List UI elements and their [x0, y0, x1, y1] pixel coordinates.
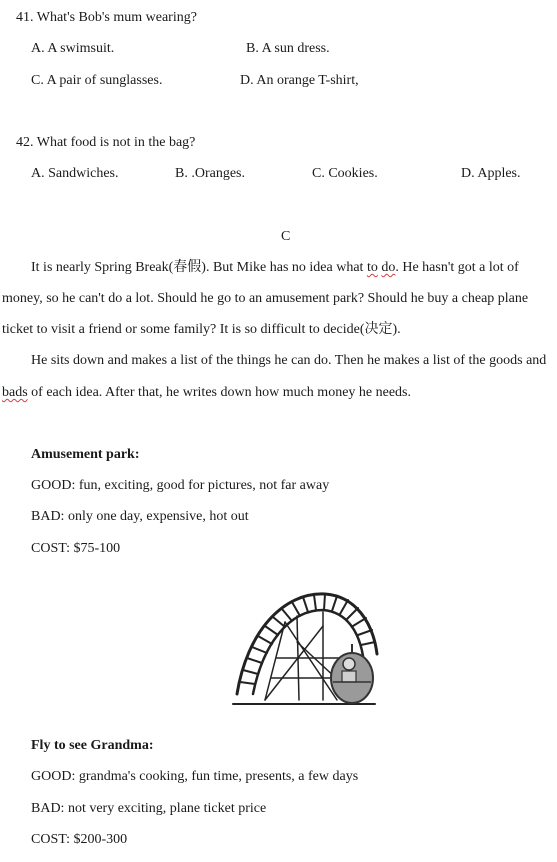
- q42-option-a: A. Sandwiches.: [31, 166, 119, 181]
- gondola-icon: [331, 644, 373, 703]
- question-41: 41. What's Bob's mum wearing?: [16, 10, 197, 25]
- passage-text: of each idea. After that, he writes down how much money he needs.: [27, 385, 411, 400]
- section-letter: C: [281, 229, 291, 244]
- passage-p2-line1: He sits down and makes a list of the things he can do. Then he makes a list of the goods and: [31, 353, 547, 368]
- passage-p1-line1: [31, 259, 519, 277]
- amusement-good: GOOD: fun, exciting, good for pictures, not far away: [31, 478, 330, 493]
- marked-word-do: do: [381, 260, 396, 275]
- passage-text: . He hasn't got a lot of: [395, 260, 519, 275]
- amusement-cost: COST: $75-100: [31, 541, 121, 556]
- ferris-wheel-illustration: [225, 582, 385, 722]
- passage-p1-line2: money, so he can't do a lot. Should he go to an amusement park? Should he buy a cheap plane: [2, 291, 529, 306]
- amusement-heading: Amusement park:: [31, 447, 140, 462]
- q42-option-c: C. Cookies.: [312, 166, 378, 181]
- q42-option-d: D. Apples.: [461, 166, 521, 181]
- q41-option-b: B. A sun dress.: [246, 41, 330, 56]
- passage-text: It is nearly Spring Break(春假). But Mike has no idea what: [31, 260, 367, 275]
- passage-p1-line3: ticket to visit a friend or some family? It is so difficult to decide(决定).: [2, 322, 401, 337]
- q41-option-a: A. A swimsuit.: [31, 41, 115, 56]
- grandma-good: GOOD: grandma's cooking, fun time, presents, a few days: [31, 769, 359, 784]
- passage-p2-line2: [2, 384, 411, 402]
- q41-option-d: D. An orange T-shirt,: [240, 73, 359, 88]
- grandma-cost: COST: $200-300: [31, 832, 128, 847]
- amusement-bad: BAD: only one day, expensive, hot out: [31, 509, 249, 524]
- marked-word-to: to: [366, 260, 378, 275]
- grandma-heading: Fly to see Grandma:: [31, 738, 154, 753]
- marked-word-bads: bads: [2, 385, 28, 400]
- q42-option-b: B. .Oranges.: [175, 166, 245, 181]
- q41-option-c: C. A pair of sunglasses.: [31, 73, 163, 88]
- grandma-bad: BAD: not very exciting, plane ticket price: [31, 801, 267, 816]
- question-42: 42. What food is not in the bag?: [16, 135, 196, 150]
